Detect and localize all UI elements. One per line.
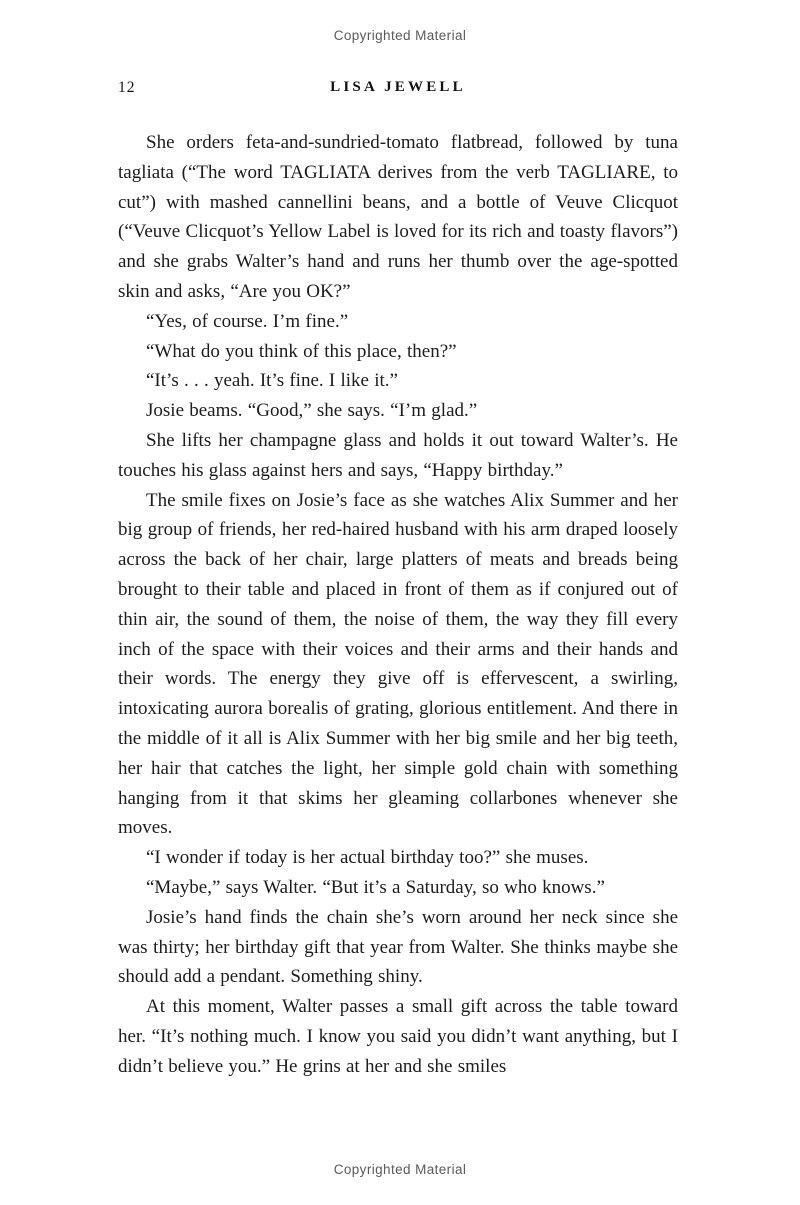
paragraph: Josie beams. “Good,” she says. “I’m glad.”	[146, 400, 478, 422]
page-number: 12	[118, 79, 136, 96]
paragraph: At this moment, Walter passes a small gift across the table toward her. “It’s nothing much. I know you said you didn’t want anything, but I didn’t believe you.” He grins at her and she smiles	[118, 996, 678, 1077]
copyright-notice-bottom: Copyrighted Material	[333, 1162, 467, 1177]
paragraph: She orders feta-and-sundried-tomato flatbread, followed by tuna tagliata (“The word TAGLIATA derives from the verb TAGLIARE, to cut”) with mashed cannellini beans, and a bottle of Veuve Clicquot (“Veuve Clicquot’s Yellow Label is loved for its rich and toasty flavors”) and she grabs Walter’s hand and runs her thumb over the age-spotted skin and asks, “Are you OK?”	[118, 132, 678, 302]
paragraph: She lifts her champagne glass and holds it out toward Walter’s. He touches his glass against hers and says, “Happy birthday.”	[118, 429, 678, 481]
paragraph: “Yes, of course. I’m fine.”	[146, 310, 349, 332]
page-header	[118, 79, 678, 99]
paragraph: The smile fixes on Josie’s face as she watches Alix Summer and her big group of friends, her red-haired husband with his arm draped loosely across the back of her chair, large platters of meats and breads being brought to their table and placed in front of them as if conjured out of thin air, the sound of them, the noise of them, the way they fill every inch of the space with their voices and their arms and their hands and their words. The energy they give off is effervescent, a swirling, intoxicating aurora borealis of grating, glorious entitlement. And there in the middle of it all is Alix Summer with her big smile and her big teeth, her hair that catches the light, her simple gold chain with something hanging from it that skims her gleaming collarbones whenever she moves.	[118, 489, 678, 839]
paragraph: Josie’s hand finds the chain she’s worn around her neck since she was thirty; her birthday gift that year from Walter. She thinks maybe she should add a pendant. Something shiny.	[118, 906, 678, 988]
body-text	[118, 128, 678, 1082]
paragraph: “Maybe,” says Walter. “But it’s a Saturday, so who knows.”	[146, 876, 605, 898]
paragraph: “What do you think of this place, then?”	[146, 340, 457, 362]
running-header-author: LISA JEWELL	[330, 79, 466, 95]
copyright-notice-top: Copyrighted Material	[333, 28, 467, 43]
paragraph: “It’s . . . yeah. It’s fine. I like it.”	[146, 370, 398, 392]
paragraph: “I wonder if today is her actual birthday too?” she muses.	[146, 847, 589, 869]
